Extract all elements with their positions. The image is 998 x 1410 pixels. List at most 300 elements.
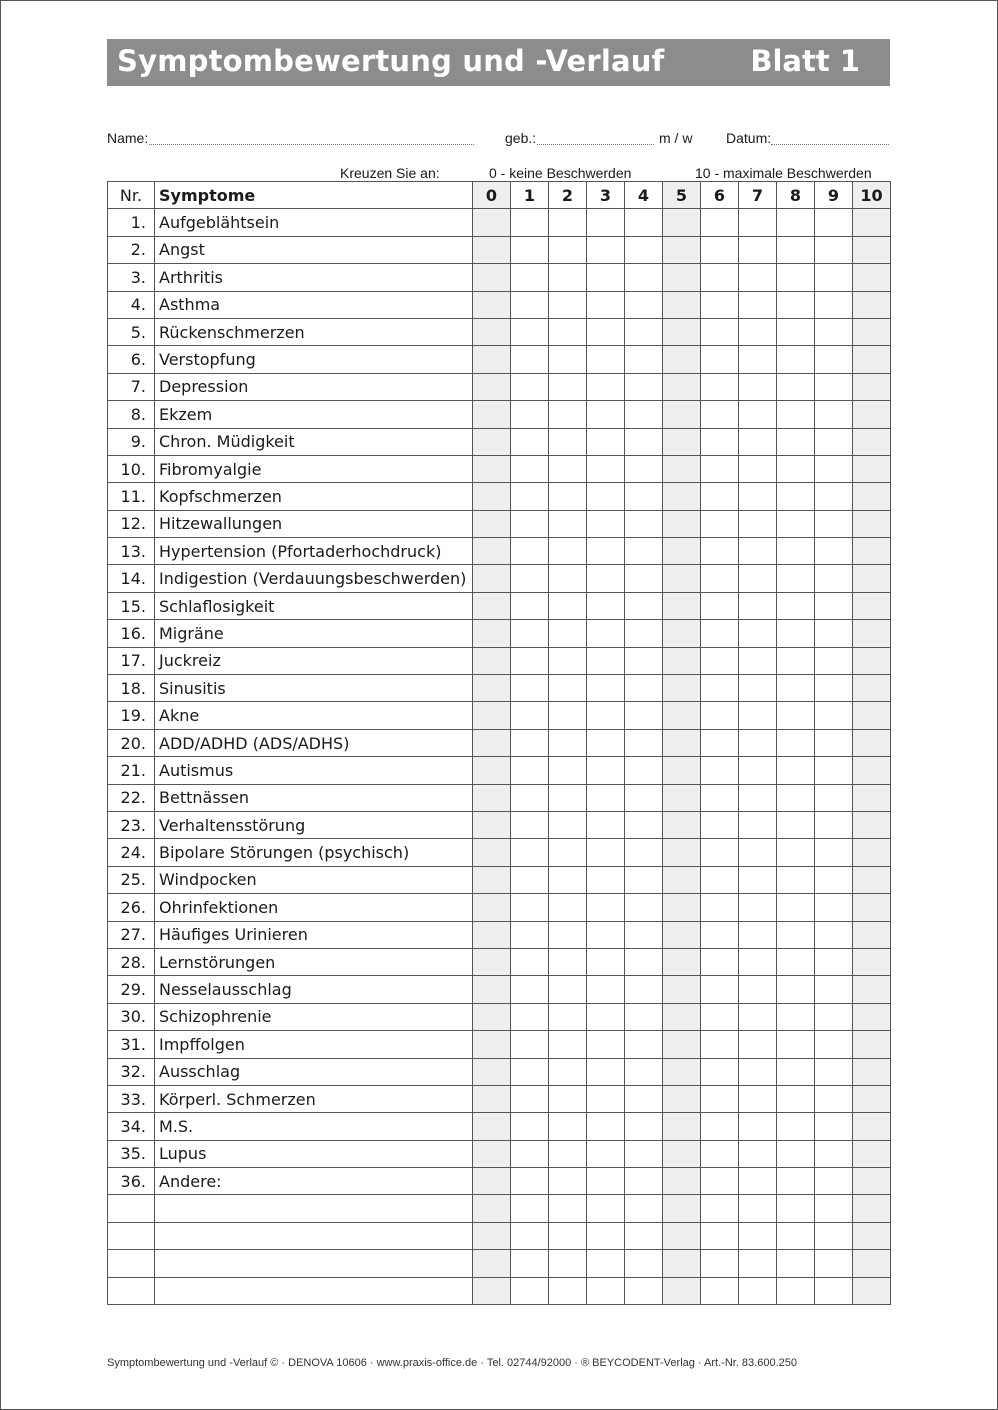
score-cell-5[interactable] <box>663 318 701 345</box>
score-cell-1[interactable] <box>511 784 549 811</box>
score-cell-7[interactable] <box>739 1250 777 1277</box>
score-cell-2[interactable] <box>549 510 587 537</box>
score-cell-6[interactable] <box>701 510 739 537</box>
score-cell-8[interactable] <box>777 1277 815 1304</box>
score-cell-5[interactable] <box>663 510 701 537</box>
score-cell-2[interactable] <box>549 209 587 236</box>
score-cell-7[interactable] <box>739 1195 777 1222</box>
score-cell-7[interactable] <box>739 592 777 619</box>
score-cell-3[interactable] <box>587 565 625 592</box>
row-symptom[interactable] <box>155 1222 473 1249</box>
score-cell-7[interactable] <box>739 428 777 455</box>
score-cell-10[interactable] <box>853 428 891 455</box>
score-cell-2[interactable] <box>549 455 587 482</box>
score-cell-2[interactable] <box>549 1168 587 1195</box>
score-cell-10[interactable] <box>853 346 891 373</box>
score-cell-5[interactable] <box>663 401 701 428</box>
score-cell-7[interactable] <box>739 976 777 1003</box>
score-cell-10[interactable] <box>853 1277 891 1304</box>
score-cell-5[interactable] <box>663 976 701 1003</box>
score-cell-9[interactable] <box>815 428 853 455</box>
score-cell-5[interactable] <box>663 346 701 373</box>
score-cell-4[interactable] <box>625 1058 663 1085</box>
score-cell-5[interactable] <box>663 236 701 263</box>
score-cell-1[interactable] <box>511 1250 549 1277</box>
score-cell-1[interactable] <box>511 1058 549 1085</box>
score-cell-2[interactable] <box>549 784 587 811</box>
score-cell-8[interactable] <box>777 1003 815 1030</box>
score-cell-3[interactable] <box>587 784 625 811</box>
score-cell-6[interactable] <box>701 675 739 702</box>
score-cell-2[interactable] <box>549 236 587 263</box>
score-cell-0[interactable] <box>473 675 511 702</box>
score-cell-6[interactable] <box>701 1195 739 1222</box>
score-cell-10[interactable] <box>853 948 891 975</box>
score-cell-4[interactable] <box>625 1031 663 1058</box>
score-cell-9[interactable] <box>815 510 853 537</box>
score-cell-2[interactable] <box>549 1250 587 1277</box>
score-cell-2[interactable] <box>549 976 587 1003</box>
score-cell-4[interactable] <box>625 921 663 948</box>
score-cell-5[interactable] <box>663 1058 701 1085</box>
score-cell-9[interactable] <box>815 894 853 921</box>
score-cell-2[interactable] <box>549 702 587 729</box>
score-cell-6[interactable] <box>701 729 739 756</box>
score-cell-0[interactable] <box>473 455 511 482</box>
score-cell-10[interactable] <box>853 373 891 400</box>
score-cell-1[interactable] <box>511 647 549 674</box>
score-cell-3[interactable] <box>587 1140 625 1167</box>
score-cell-5[interactable] <box>663 373 701 400</box>
score-cell-3[interactable] <box>587 483 625 510</box>
score-cell-4[interactable] <box>625 373 663 400</box>
score-cell-5[interactable] <box>663 647 701 674</box>
score-cell-10[interactable] <box>853 291 891 318</box>
score-cell-1[interactable] <box>511 1031 549 1058</box>
score-cell-9[interactable] <box>815 839 853 866</box>
score-cell-8[interactable] <box>777 866 815 893</box>
score-cell-7[interactable] <box>739 264 777 291</box>
score-cell-9[interactable] <box>815 702 853 729</box>
score-cell-8[interactable] <box>777 1085 815 1112</box>
score-cell-0[interactable] <box>473 1222 511 1249</box>
score-cell-3[interactable] <box>587 401 625 428</box>
score-cell-10[interactable] <box>853 565 891 592</box>
name-field[interactable] <box>149 144 474 145</box>
score-cell-9[interactable] <box>815 291 853 318</box>
score-cell-4[interactable] <box>625 948 663 975</box>
score-cell-1[interactable] <box>511 236 549 263</box>
score-cell-1[interactable] <box>511 318 549 345</box>
score-cell-6[interactable] <box>701 1140 739 1167</box>
score-cell-0[interactable] <box>473 401 511 428</box>
score-cell-1[interactable] <box>511 1195 549 1222</box>
score-cell-4[interactable] <box>625 236 663 263</box>
score-cell-0[interactable] <box>473 483 511 510</box>
score-cell-0[interactable] <box>473 291 511 318</box>
score-cell-6[interactable] <box>701 1058 739 1085</box>
score-cell-9[interactable] <box>815 346 853 373</box>
score-cell-4[interactable] <box>625 291 663 318</box>
score-cell-6[interactable] <box>701 483 739 510</box>
score-cell-0[interactable] <box>473 565 511 592</box>
score-cell-8[interactable] <box>777 1058 815 1085</box>
score-cell-1[interactable] <box>511 291 549 318</box>
score-cell-2[interactable] <box>549 483 587 510</box>
score-cell-7[interactable] <box>739 401 777 428</box>
score-cell-10[interactable] <box>853 401 891 428</box>
score-cell-6[interactable] <box>701 866 739 893</box>
score-cell-9[interactable] <box>815 1058 853 1085</box>
score-cell-3[interactable] <box>587 1222 625 1249</box>
score-cell-4[interactable] <box>625 1222 663 1249</box>
score-cell-9[interactable] <box>815 483 853 510</box>
score-cell-2[interactable] <box>549 921 587 948</box>
score-cell-7[interactable] <box>739 839 777 866</box>
score-cell-8[interactable] <box>777 291 815 318</box>
score-cell-6[interactable] <box>701 894 739 921</box>
score-cell-1[interactable] <box>511 455 549 482</box>
score-cell-2[interactable] <box>549 346 587 373</box>
score-cell-7[interactable] <box>739 373 777 400</box>
score-cell-5[interactable] <box>663 1250 701 1277</box>
score-cell-2[interactable] <box>549 647 587 674</box>
score-cell-9[interactable] <box>815 565 853 592</box>
score-cell-5[interactable] <box>663 264 701 291</box>
score-cell-5[interactable] <box>663 620 701 647</box>
score-cell-7[interactable] <box>739 1085 777 1112</box>
score-cell-10[interactable] <box>853 675 891 702</box>
score-cell-3[interactable] <box>587 264 625 291</box>
score-cell-0[interactable] <box>473 839 511 866</box>
score-cell-0[interactable] <box>473 921 511 948</box>
score-cell-4[interactable] <box>625 538 663 565</box>
score-cell-8[interactable] <box>777 729 815 756</box>
score-cell-8[interactable] <box>777 401 815 428</box>
score-cell-9[interactable] <box>815 784 853 811</box>
score-cell-1[interactable] <box>511 976 549 1003</box>
score-cell-10[interactable] <box>853 784 891 811</box>
score-cell-8[interactable] <box>777 894 815 921</box>
score-cell-10[interactable] <box>853 510 891 537</box>
score-cell-6[interactable] <box>701 592 739 619</box>
score-cell-9[interactable] <box>815 1140 853 1167</box>
score-cell-3[interactable] <box>587 866 625 893</box>
score-cell-10[interactable] <box>853 209 891 236</box>
score-cell-8[interactable] <box>777 1222 815 1249</box>
score-cell-9[interactable] <box>815 811 853 838</box>
score-cell-8[interactable] <box>777 592 815 619</box>
score-cell-5[interactable] <box>663 811 701 838</box>
score-cell-4[interactable] <box>625 1085 663 1112</box>
score-cell-5[interactable] <box>663 455 701 482</box>
score-cell-3[interactable] <box>587 811 625 838</box>
score-cell-4[interactable] <box>625 318 663 345</box>
score-cell-2[interactable] <box>549 675 587 702</box>
score-cell-4[interactable] <box>625 1250 663 1277</box>
score-cell-3[interactable] <box>587 455 625 482</box>
score-cell-1[interactable] <box>511 428 549 455</box>
score-cell-5[interactable] <box>663 483 701 510</box>
score-cell-0[interactable] <box>473 1085 511 1112</box>
score-cell-3[interactable] <box>587 1113 625 1140</box>
score-cell-3[interactable] <box>587 209 625 236</box>
score-cell-7[interactable] <box>739 1003 777 1030</box>
score-cell-8[interactable] <box>777 620 815 647</box>
score-cell-7[interactable] <box>739 866 777 893</box>
score-cell-6[interactable] <box>701 538 739 565</box>
score-cell-7[interactable] <box>739 1277 777 1304</box>
score-cell-6[interactable] <box>701 1222 739 1249</box>
score-cell-0[interactable] <box>473 647 511 674</box>
score-cell-1[interactable] <box>511 510 549 537</box>
score-cell-9[interactable] <box>815 373 853 400</box>
score-cell-2[interactable] <box>549 592 587 619</box>
score-cell-6[interactable] <box>701 1003 739 1030</box>
score-cell-8[interactable] <box>777 839 815 866</box>
score-cell-5[interactable] <box>663 675 701 702</box>
score-cell-8[interactable] <box>777 264 815 291</box>
score-cell-6[interactable] <box>701 291 739 318</box>
score-cell-4[interactable] <box>625 839 663 866</box>
score-cell-7[interactable] <box>739 921 777 948</box>
score-cell-4[interactable] <box>625 592 663 619</box>
score-cell-6[interactable] <box>701 346 739 373</box>
score-cell-10[interactable] <box>853 1168 891 1195</box>
score-cell-6[interactable] <box>701 318 739 345</box>
score-cell-3[interactable] <box>587 894 625 921</box>
score-cell-7[interactable] <box>739 510 777 537</box>
score-cell-4[interactable] <box>625 1195 663 1222</box>
score-cell-3[interactable] <box>587 839 625 866</box>
score-cell-2[interactable] <box>549 839 587 866</box>
score-cell-9[interactable] <box>815 948 853 975</box>
score-cell-0[interactable] <box>473 318 511 345</box>
score-cell-8[interactable] <box>777 757 815 784</box>
score-cell-3[interactable] <box>587 702 625 729</box>
score-cell-10[interactable] <box>853 1140 891 1167</box>
score-cell-5[interactable] <box>663 784 701 811</box>
score-cell-3[interactable] <box>587 346 625 373</box>
score-cell-2[interactable] <box>549 373 587 400</box>
score-cell-8[interactable] <box>777 976 815 1003</box>
score-cell-1[interactable] <box>511 620 549 647</box>
score-cell-0[interactable] <box>473 346 511 373</box>
score-cell-9[interactable] <box>815 538 853 565</box>
score-cell-8[interactable] <box>777 948 815 975</box>
score-cell-9[interactable] <box>815 866 853 893</box>
score-cell-2[interactable] <box>549 1277 587 1304</box>
score-cell-1[interactable] <box>511 729 549 756</box>
score-cell-6[interactable] <box>701 1031 739 1058</box>
score-cell-2[interactable] <box>549 318 587 345</box>
score-cell-1[interactable] <box>511 1085 549 1112</box>
score-cell-7[interactable] <box>739 538 777 565</box>
gender-label[interactable]: m / w <box>659 130 693 146</box>
score-cell-3[interactable] <box>587 1195 625 1222</box>
score-cell-9[interactable] <box>815 675 853 702</box>
score-cell-1[interactable] <box>511 921 549 948</box>
score-cell-2[interactable] <box>549 620 587 647</box>
score-cell-4[interactable] <box>625 811 663 838</box>
score-cell-8[interactable] <box>777 675 815 702</box>
score-cell-7[interactable] <box>739 1113 777 1140</box>
score-cell-3[interactable] <box>587 757 625 784</box>
score-cell-8[interactable] <box>777 373 815 400</box>
score-cell-0[interactable] <box>473 1195 511 1222</box>
score-cell-0[interactable] <box>473 373 511 400</box>
score-cell-6[interactable] <box>701 401 739 428</box>
score-cell-6[interactable] <box>701 1277 739 1304</box>
score-cell-7[interactable] <box>739 784 777 811</box>
date-field[interactable] <box>771 144 889 145</box>
score-cell-5[interactable] <box>663 702 701 729</box>
score-cell-2[interactable] <box>549 401 587 428</box>
score-cell-9[interactable] <box>815 318 853 345</box>
score-cell-5[interactable] <box>663 1168 701 1195</box>
score-cell-2[interactable] <box>549 565 587 592</box>
score-cell-9[interactable] <box>815 209 853 236</box>
score-cell-1[interactable] <box>511 1113 549 1140</box>
score-cell-10[interactable] <box>853 1003 891 1030</box>
score-cell-8[interactable] <box>777 510 815 537</box>
score-cell-3[interactable] <box>587 592 625 619</box>
score-cell-10[interactable] <box>853 702 891 729</box>
score-cell-0[interactable] <box>473 948 511 975</box>
score-cell-1[interactable] <box>511 702 549 729</box>
score-cell-1[interactable] <box>511 1277 549 1304</box>
score-cell-9[interactable] <box>815 1250 853 1277</box>
score-cell-7[interactable] <box>739 483 777 510</box>
score-cell-7[interactable] <box>739 565 777 592</box>
score-cell-8[interactable] <box>777 209 815 236</box>
score-cell-2[interactable] <box>549 757 587 784</box>
score-cell-0[interactable] <box>473 1277 511 1304</box>
score-cell-0[interactable] <box>473 811 511 838</box>
score-cell-0[interactable] <box>473 538 511 565</box>
score-cell-8[interactable] <box>777 784 815 811</box>
score-cell-3[interactable] <box>587 976 625 1003</box>
score-cell-2[interactable] <box>549 1140 587 1167</box>
score-cell-1[interactable] <box>511 592 549 619</box>
score-cell-8[interactable] <box>777 647 815 674</box>
score-cell-5[interactable] <box>663 209 701 236</box>
score-cell-9[interactable] <box>815 1031 853 1058</box>
score-cell-7[interactable] <box>739 1168 777 1195</box>
score-cell-4[interactable] <box>625 757 663 784</box>
score-cell-7[interactable] <box>739 1058 777 1085</box>
score-cell-7[interactable] <box>739 675 777 702</box>
score-cell-6[interactable] <box>701 620 739 647</box>
score-cell-5[interactable] <box>663 1085 701 1112</box>
score-cell-8[interactable] <box>777 346 815 373</box>
score-cell-7[interactable] <box>739 647 777 674</box>
score-cell-5[interactable] <box>663 538 701 565</box>
score-cell-9[interactable] <box>815 757 853 784</box>
score-cell-8[interactable] <box>777 1031 815 1058</box>
score-cell-9[interactable] <box>815 620 853 647</box>
score-cell-5[interactable] <box>663 1195 701 1222</box>
score-cell-10[interactable] <box>853 1031 891 1058</box>
score-cell-4[interactable] <box>625 976 663 1003</box>
score-cell-7[interactable] <box>739 948 777 975</box>
score-cell-3[interactable] <box>587 1168 625 1195</box>
score-cell-10[interactable] <box>853 455 891 482</box>
score-cell-8[interactable] <box>777 565 815 592</box>
score-cell-0[interactable] <box>473 702 511 729</box>
row-symptom[interactable] <box>155 1195 473 1222</box>
score-cell-5[interactable] <box>663 757 701 784</box>
score-cell-9[interactable] <box>815 592 853 619</box>
score-cell-2[interactable] <box>549 1058 587 1085</box>
score-cell-3[interactable] <box>587 236 625 263</box>
score-cell-4[interactable] <box>625 675 663 702</box>
score-cell-5[interactable] <box>663 428 701 455</box>
score-cell-0[interactable] <box>473 976 511 1003</box>
score-cell-2[interactable] <box>549 1003 587 1030</box>
score-cell-2[interactable] <box>549 264 587 291</box>
score-cell-3[interactable] <box>587 647 625 674</box>
score-cell-3[interactable] <box>587 318 625 345</box>
score-cell-6[interactable] <box>701 236 739 263</box>
score-cell-5[interactable] <box>663 1222 701 1249</box>
score-cell-2[interactable] <box>549 1222 587 1249</box>
score-cell-7[interactable] <box>739 318 777 345</box>
score-cell-6[interactable] <box>701 948 739 975</box>
score-cell-10[interactable] <box>853 894 891 921</box>
score-cell-6[interactable] <box>701 784 739 811</box>
score-cell-6[interactable] <box>701 647 739 674</box>
score-cell-4[interactable] <box>625 1140 663 1167</box>
score-cell-5[interactable] <box>663 729 701 756</box>
score-cell-7[interactable] <box>739 1140 777 1167</box>
score-cell-0[interactable] <box>473 866 511 893</box>
score-cell-6[interactable] <box>701 455 739 482</box>
score-cell-10[interactable] <box>853 866 891 893</box>
score-cell-4[interactable] <box>625 1003 663 1030</box>
score-cell-4[interactable] <box>625 401 663 428</box>
score-cell-4[interactable] <box>625 483 663 510</box>
score-cell-7[interactable] <box>739 1222 777 1249</box>
score-cell-9[interactable] <box>815 455 853 482</box>
score-cell-10[interactable] <box>853 620 891 647</box>
score-cell-1[interactable] <box>511 373 549 400</box>
score-cell-1[interactable] <box>511 811 549 838</box>
score-cell-6[interactable] <box>701 209 739 236</box>
score-cell-7[interactable] <box>739 620 777 647</box>
score-cell-10[interactable] <box>853 318 891 345</box>
score-cell-9[interactable] <box>815 1195 853 1222</box>
score-cell-3[interactable] <box>587 538 625 565</box>
score-cell-5[interactable] <box>663 291 701 318</box>
score-cell-6[interactable] <box>701 757 739 784</box>
score-cell-4[interactable] <box>625 866 663 893</box>
score-cell-8[interactable] <box>777 1195 815 1222</box>
score-cell-8[interactable] <box>777 921 815 948</box>
score-cell-10[interactable] <box>853 1250 891 1277</box>
score-cell-2[interactable] <box>549 1113 587 1140</box>
score-cell-4[interactable] <box>625 702 663 729</box>
score-cell-4[interactable] <box>625 647 663 674</box>
score-cell-7[interactable] <box>739 209 777 236</box>
score-cell-3[interactable] <box>587 620 625 647</box>
score-cell-5[interactable] <box>663 894 701 921</box>
score-cell-10[interactable] <box>853 592 891 619</box>
score-cell-8[interactable] <box>777 1140 815 1167</box>
score-cell-1[interactable] <box>511 1222 549 1249</box>
score-cell-5[interactable] <box>663 592 701 619</box>
score-cell-8[interactable] <box>777 318 815 345</box>
